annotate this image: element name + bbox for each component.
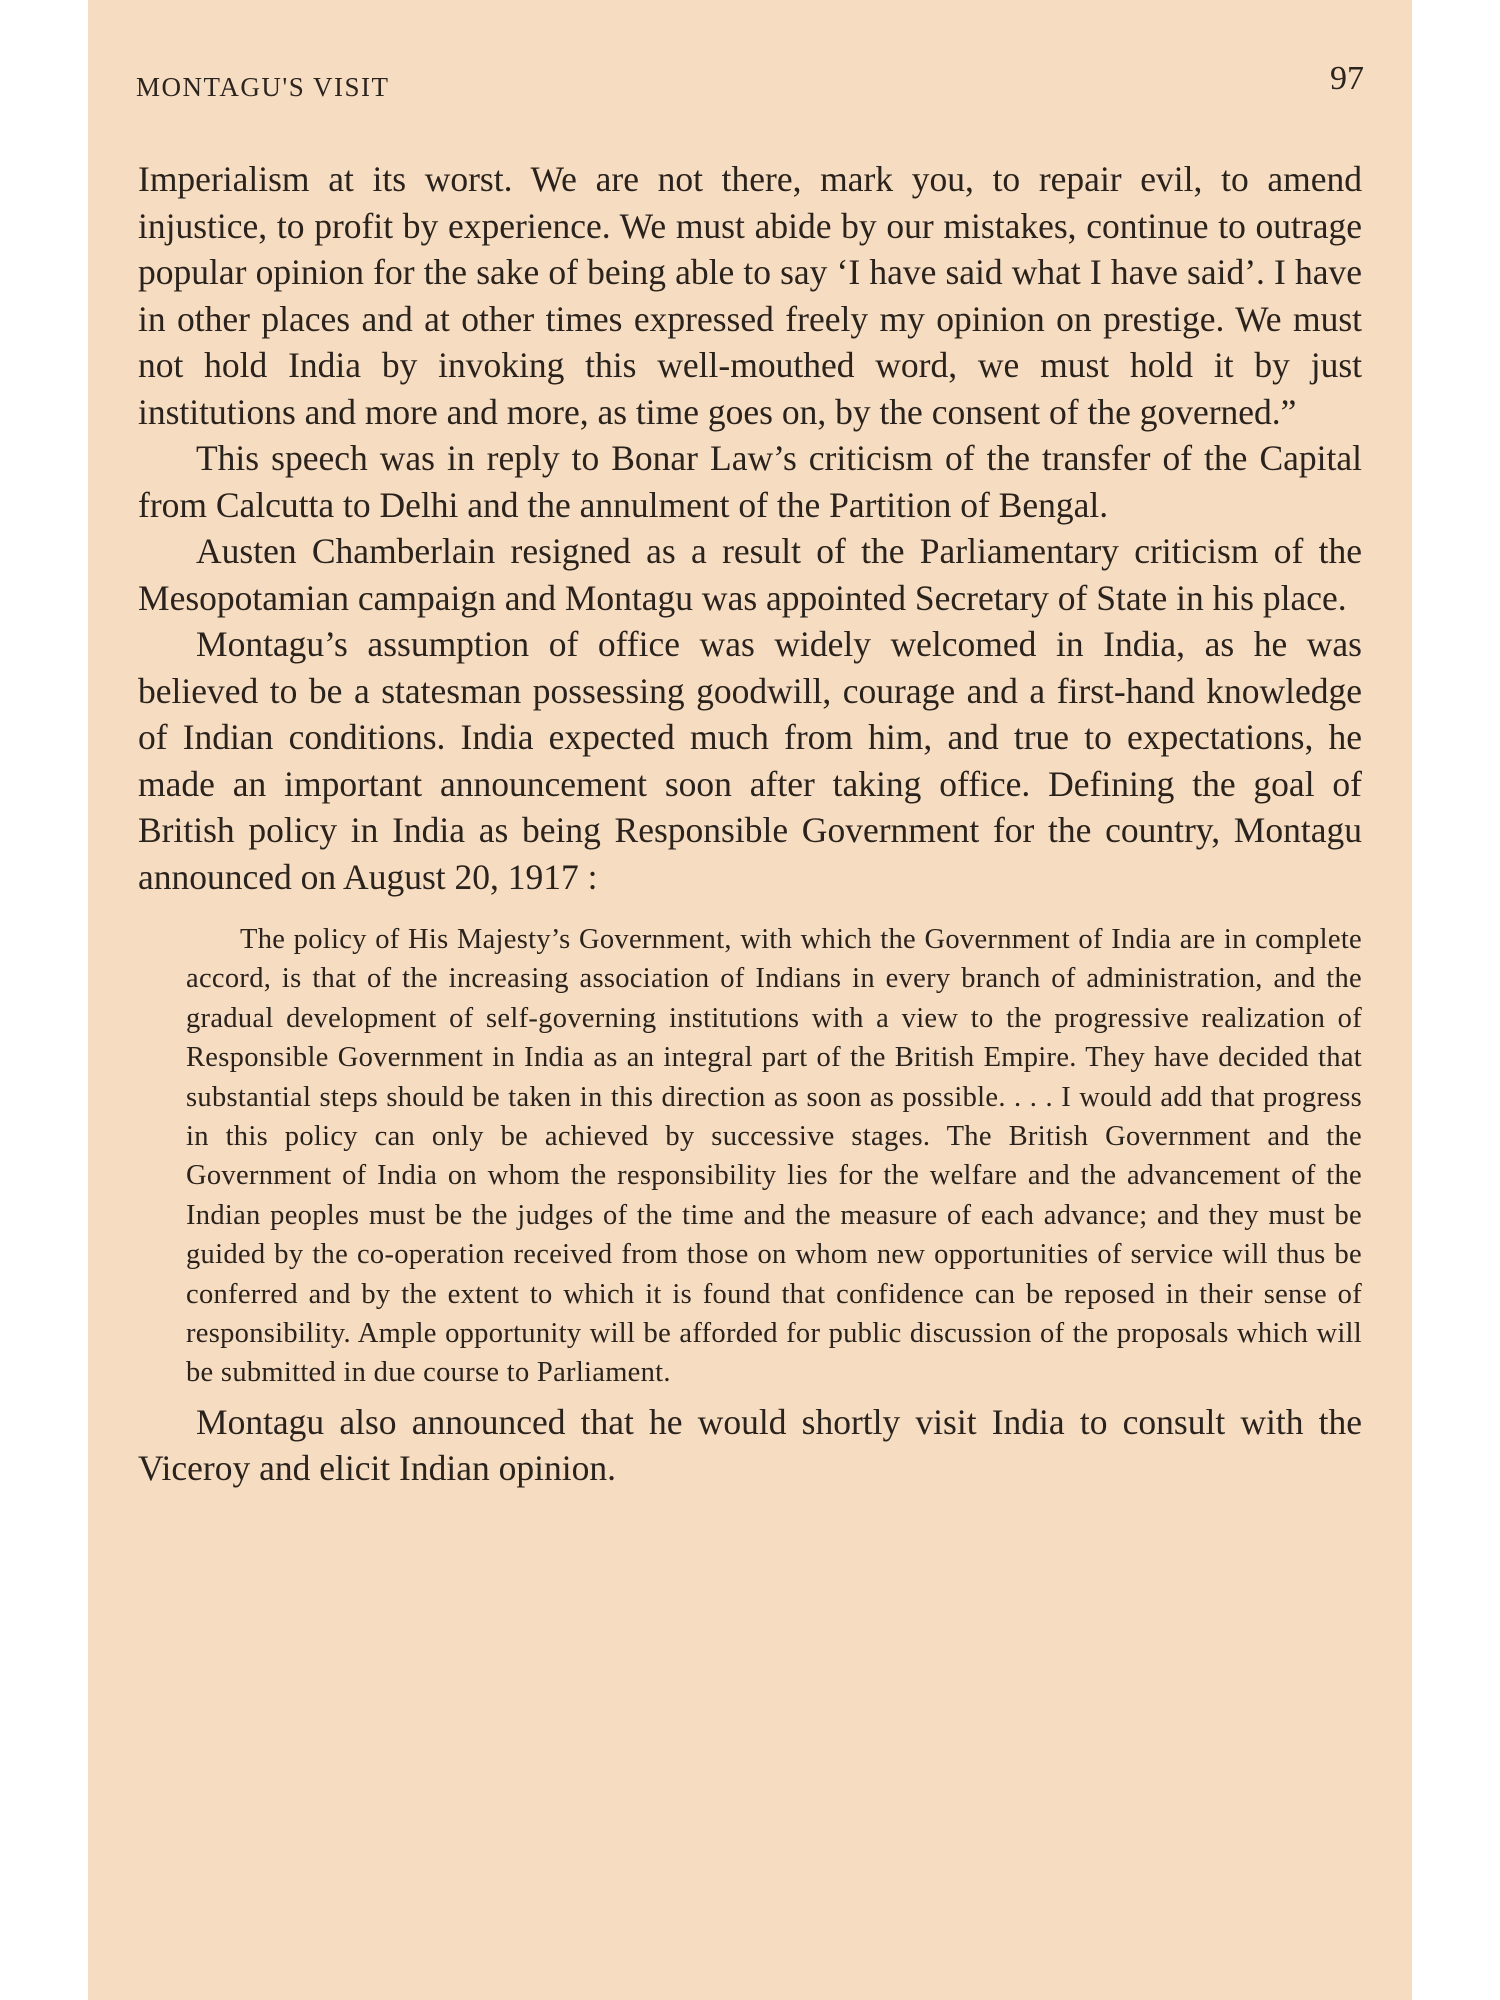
paragraph-bonar-law: This speech was in reply to Bonar Law’s criticism of the transfer of the Capital from Calcutta to Delhi and the annulment of the Partition of Bengal. [138,438,1362,525]
running-head: MONTAGU'S VISIT [136,72,390,102]
paragraph-montagu-office: Montagu’s assumption of office was widely welcomed in India, as he was believed to be a statesman possessing goodwill, courage and a first-hand knowledge of Indian conditions. India expected much from him, and true to expectations, he made an important announcement soon after taking office. Defining the goal of British policy in India as being Responsible Government for the country, Montagu announced on August 20, 1917 : [138,624,1362,897]
paragraph-visit-announcement: Montagu also announced that he would shortly visit India to consult with the Viceroy and elicit Indian opinion. [138,1401,1362,1489]
page-number: 97 [1330,60,1364,97]
body-text [138,156,1362,1492]
block-quotation: The policy of His Majesty’s Government, with which the Government of India are in complete accord, is that of the increasing association of Indians in every branch of administration, and the gradual development of self-governing institutions with a view to the progressive realization of Responsible Government in India as an integral part of the British Empire. They have decided that substantial steps should be taken in this direction as soon as possible. . . . I would add that progress in this policy can only be achieved by successive stages. The British Government and the Government of India on whom the responsibility lies for the welfare and the advancement of the Indian peoples must be the judges of the time and the measure of each advance; and they must be guided by the co-operation received from those on whom new opportunities of service will thus be conferred and by the extent to which it is found that confidence can be reposed in their sense of responsibility. Ample opportunity will be afforded for public discussion of the proposals which will be submitted in due course to Parliament. [186,924,1362,1389]
paragraph-chamberlain: Austen Chamberlain resigned as a result of the Parliamentary criticism of the Mesopotamian campaign and Montagu was appointed Secretary of State in his place. [138,531,1362,618]
paragraph-continuation: Imperialism at its worst. We are not there, mark you, to repair evil, to amend injustice, to profit by experience. We must abide by our mistakes, continue to outrage popular opinion for the sake of being able to say ‘I have said what I have said’. I have in other places and at other times expressed freely my opinion on prestige. We must not hold India by invoking this well-mouthed word, we must hold it by just institutions and more and more, as time goes on, by the consent of the governed.” [138,159,1362,432]
book-page [88,0,1412,2000]
